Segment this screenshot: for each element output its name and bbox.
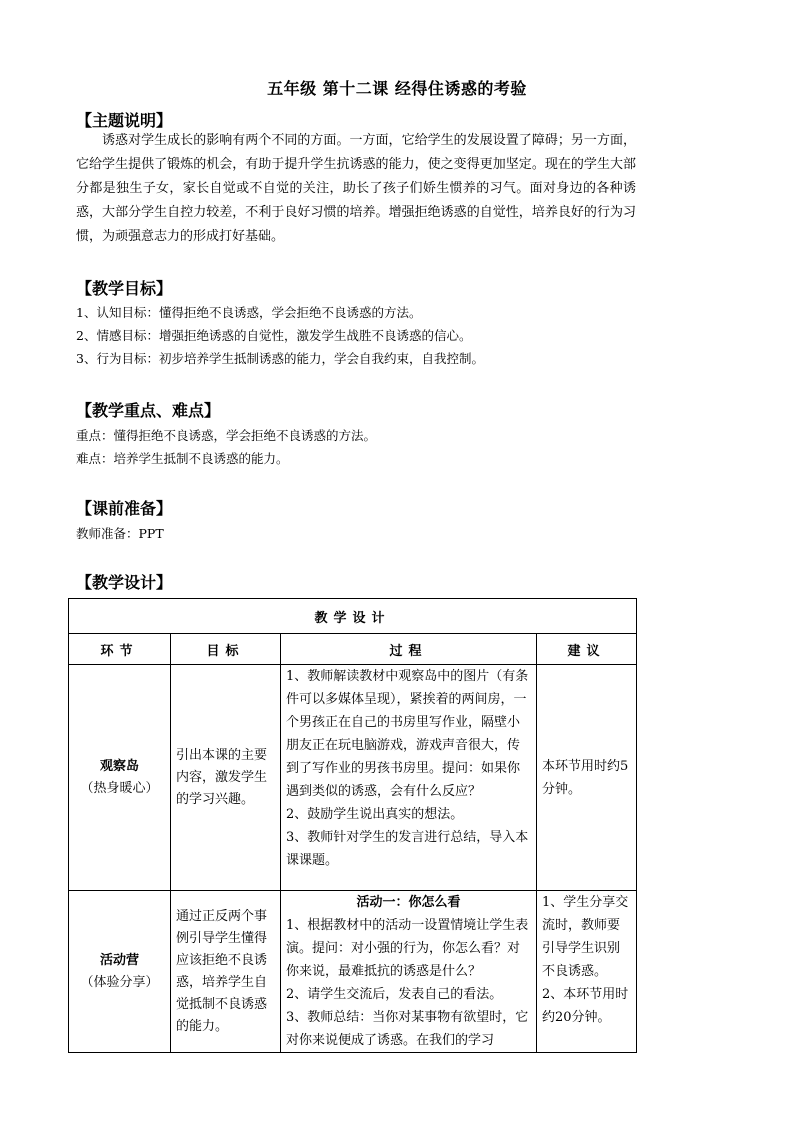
header-process: 过程 [281, 634, 537, 665]
goal-item: 2、情感目标：增强拒绝诱惑的自觉性，激发学生战胜不良诱惑的信心。 [76, 328, 472, 343]
key-point-item: 重点：懂得拒绝不良诱惑，学会拒绝不良诱惑的方法。 [76, 428, 377, 443]
difficulty-item: 难点：培养学生抵制不良诱惑的能力。 [76, 451, 289, 466]
process-step: 3、教师针对学生的发言进行总结，导入本课课题。 [286, 830, 529, 868]
theme-paragraph [76, 129, 636, 249]
process-step: 3、教师总结：当你对某事物有欲望时，它对你来说便成了诱惑。在我们的学习 [286, 1010, 529, 1048]
process-cell [281, 665, 537, 891]
phase-cell [69, 891, 171, 1053]
goals-heading: 【教学目标】 [76, 279, 173, 298]
design-heading: 【教学设计】 [76, 573, 173, 592]
phase-cell [69, 665, 171, 891]
phase-subtitle: （体验分享） [80, 974, 159, 990]
table-header-row [69, 634, 637, 665]
goal-item: 3、行为目标：初步培养学生抵制诱惑的能力，学会自我约束，自我控制。 [76, 351, 484, 366]
goal-item: 1、认知目标：懂得拒绝不良诱惑，学会拒绝不良诱惑的方法。 [76, 305, 422, 320]
theme-heading: 【主题说明】 [76, 111, 173, 130]
table-caption: 教学设计 [69, 599, 637, 634]
table-row [69, 891, 637, 1053]
goal-cell: 通过正反两个事例引导学生懂得应该拒绝不良诱惑，培养学生自觉抵制不良诱惑的能力。 [171, 891, 281, 1053]
process-step: 1、教师解读教材中观察岛中的图片（有条件可以多媒体呈现），紧挨着的两间房，一个男孩正在自己的书房里写作业，隔壁小朋友正在玩电脑游戏，游戏声音很大，传到了写作业的男孩书房里。提问：如果你遇到类似的诱惑，会有什么反应？ [286, 669, 529, 799]
process-step: 2、鼓励学生说出真实的想法。 [286, 807, 464, 822]
advice-cell [537, 665, 637, 891]
preparation-text: 教师准备：PPT [76, 526, 164, 541]
advice-item: 1、学生分享交流时，教师要引导学生识别不良诱惑。 [542, 895, 629, 979]
teaching-design-table [68, 598, 637, 1053]
preparation-heading: 【课前准备】 [76, 499, 173, 518]
process-step: 2、请学生交流后，发表自己的看法。 [286, 987, 503, 1002]
process-cell [281, 891, 537, 1053]
theme-text: 诱惑对学生成长的影响有两个不同的方面。一方面，它给学生的发展设置了障碍；另一方面，它给学生提供了锻炼的机会，有助于提升学生抗诱惑的能力，使之变得更加坚定。现在的学生大部分都是独生子女，家长自觉或不自觉的关注，助长了孩子们娇生惯养的习气。面对身边的各种诱惑，大部分学生自控力较差，不利于良好习惯的培养。增强拒绝诱惑的自觉性，培养良好的行为习惯，为顽强意志力的形成打好基础。 [76, 133, 636, 244]
lesson-title: 五年级 第十二课 经得住诱惑的考验 [267, 79, 527, 98]
advice-item: 本环节用时约5分钟。 [542, 758, 629, 797]
process-step: 1、根据教材中的活动一设置情境让学生表演。提问：对小强的行为，你怎么看？对你来说，最难抵抗的诱惑是什么？ [286, 918, 529, 979]
table-row [69, 665, 637, 891]
advice-cell [537, 891, 637, 1053]
phase-name: 活动营 [99, 952, 139, 968]
advice-item: 2、本环节用时约20分钟。 [542, 987, 629, 1025]
phase-subtitle: （热身暖心） [80, 780, 159, 796]
phase-name: 观察岛 [99, 758, 139, 774]
activity-title: 活动一：你怎么看 [356, 895, 461, 910]
header-goal: 目标 [171, 634, 281, 665]
header-phase: 环节 [69, 634, 171, 665]
header-advice: 建议 [537, 634, 637, 665]
key-points-heading: 【教学重点、难点】 [76, 401, 221, 420]
goal-cell: 引出本课的主要内容，激发学生的学习兴趣。 [171, 665, 281, 891]
